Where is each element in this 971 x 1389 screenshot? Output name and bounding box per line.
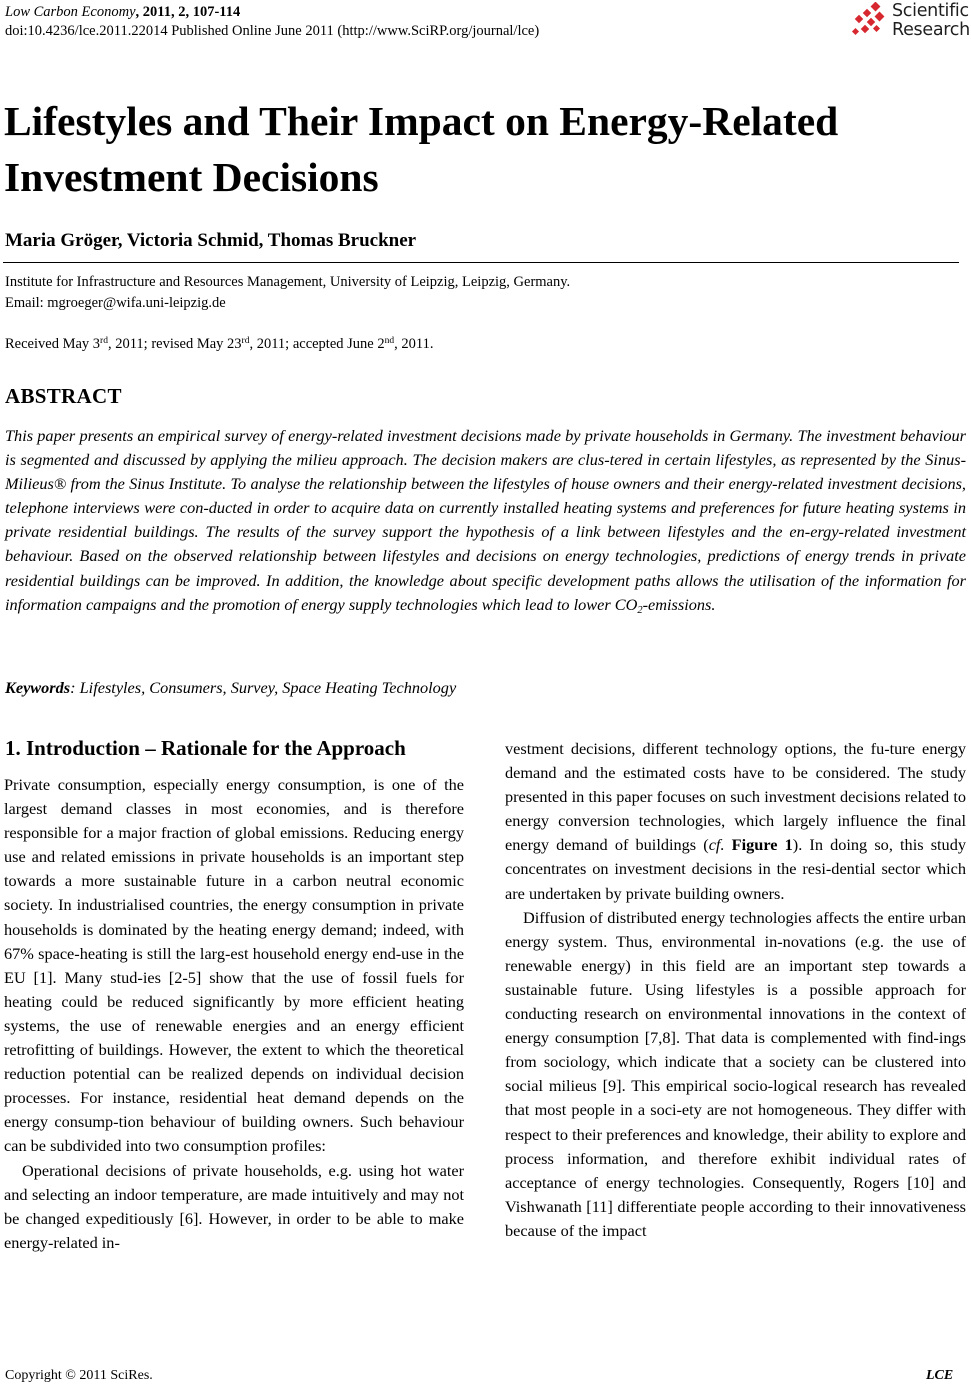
revised-date: , 2011; revised May 23 [107,336,242,352]
abstract-body: This paper presents an empirical survey of energy-related investment decisions made by private households in Germany. The investment behaviour is segmented and discussed by applying the milieu approach. The decision makers are clus-tered in certain lifestyles, as represented by the Sinus-Milieus® from the Sinus Institute. To analyse the relationship between the lifestyles of house owners and their energy-related investment decisions, telephone interviews were con-ducted in order to acquire data on currently installed heating systems and preferences for future heating systems in private residential buildings. The results of the survey support the hypothesis of a link between lifestyles and the en-ergy-related investment behaviour. Based on the observed relationship between lifestyles and decisions on energy technologies, predictions of energy trends in private residential buildings can be improved. In addition, the knowledge about specific development paths allows the utilisation of the information for information campaigns and the promotion of energy supply technologies which lead to lower CO [5,426,966,614]
paper-title: Lifestyles and Their Impact on Energy-Related Investment Decisions [4,98,839,200]
journal-abbreviation: LCE [926,1368,954,1383]
received-sup: rd [100,336,108,346]
body-paragraph: Private consumption, especially energy consumption, is one of the largest demand classes in most economies, and is therefore responsible for a major fraction of global emissions. Reducing energy use and related emissions in private households is an important step towards a more sustainable future in a carbon neutral economic society. In industrialised countries, the energy consumption in private households is dominated by the heating energy demand; indeed, with 67% space-heating is still the larg-est household energy end-use in the EU [1]. Many stud-ies [2-5] show that the use of fossil fuels for heating could be reduced significantly by more efficient heating systems, the use of renewable energies and an energy efficient retrofitting of buildings. However, the extent to which the theoretical reduction potential can be realized depends on individual decision processes. For instance, residential heat demand depends on the energy consump-tion behaviour of building owners. Such behaviour can be subdivided into two consumption profiles: [4,775,464,1156]
contact-email: Email: mgroeger@wifa.uni-leipzig.de [5,295,226,311]
keywords-label: Keywords [5,678,71,697]
journal-name: Low Carbon Economy [5,4,136,20]
revised-sup: rd [241,336,250,346]
keywords [5,678,456,698]
author-divider [3,262,959,263]
right-column [505,737,966,1243]
publication-dates [5,335,433,354]
copyright-notice: Copyright © 2011 SciRes. [5,1368,153,1383]
section-heading-introduction: 1. Introduction – Rationale for the Approach [5,736,406,760]
author-list: Maria Gröger, Victoria Schmid, Thomas Bruckner [5,230,417,251]
abstract-end: -emissions. [642,594,716,614]
logo-mark-icon [850,2,890,42]
abstract-subscript: 2 [637,604,643,616]
journal-citation [5,3,240,21]
dates-suffix: , 2011. [394,336,434,352]
keywords-colon: : [70,678,80,697]
keyword-item: Space Heating Technology [282,678,457,697]
keyword-item: Survey [230,678,275,697]
keyword-separator: , [141,678,150,697]
cf-abbrev: cf. [708,835,725,855]
journal-volume: , 2011, 2, 107-114 [135,4,241,20]
paragraph-text: ). In doing so, this study concentrates on investment decisions in the resi-dential sector which are undertaken by private building owners. [505,835,966,903]
affiliation: Institute for Infrastructure and Resources Management, University of Leipzig, Leipzig, Germany. [5,274,571,290]
figure-reference: Figure 1 [731,835,793,855]
received-date: Received May 3 [5,336,101,352]
accepted-sup: nd [384,336,395,346]
accepted-date: , 2011; accepted June 2 [249,336,385,352]
body-paragraph: Diffusion of distributed energy technologies affects the entire urban energy system. Thus, environmental in-novations (e.g. the use of renewable energy) in this field are an important step towards a sustainable future. Using lifestyles is a possible approach for conducting research on environmental innovations in the context of energy consumption [7,8]. That data is complemented with find-ings from sociology, which indicate that a society can be clustered into social milieus [9]. This empirical socio-logical research has revealed that most people in a soci-ety are not homogeneous. They differ with respect to their preferences and knowledge, their ability to explore and process information, and therefore exhibit individual rates of acceptance of energy technologies. Consequently, Rogers [10] and Vishwanath [11] differentiate people according to their innovativeness because of the impact [505,907,966,1240]
keyword-separator: , [222,678,231,697]
keyword-separator: , [274,678,283,697]
keyword-item: Lifestyles [79,678,142,697]
logo-line-research: Research [892,20,970,40]
abstract-heading: ABSTRACT [5,384,122,408]
body-paragraph: Operational decisions of private households, e.g. using hot water and selecting an indoor temperature, are made intuitively and may not be changed expeditiously [6]. However, in order to be able to make energy-related in- [4,1160,464,1252]
doi-line: doi:10.4236/lce.2011.22014 Published Online June 2011 (http://www.SciRP.org/journal/lce) [5,23,540,39]
left-column [4,773,464,1255]
logo-line-scientific: Scientific [892,1,969,21]
paragraph-text: vestment decisions, different technology options, the fu-ture energy demand and the estimated costs have to be considered. The study presented in this paper focuses on such investment decisions related to energy conversion technologies, which largely influence the final energy demand of buildings ( [505,739,966,855]
abstract-text [5,424,966,617]
logo-text [892,2,970,40]
scientific-research-logo [850,0,970,44]
body-paragraph [505,737,966,906]
keyword-item: Consumers [149,678,223,697]
